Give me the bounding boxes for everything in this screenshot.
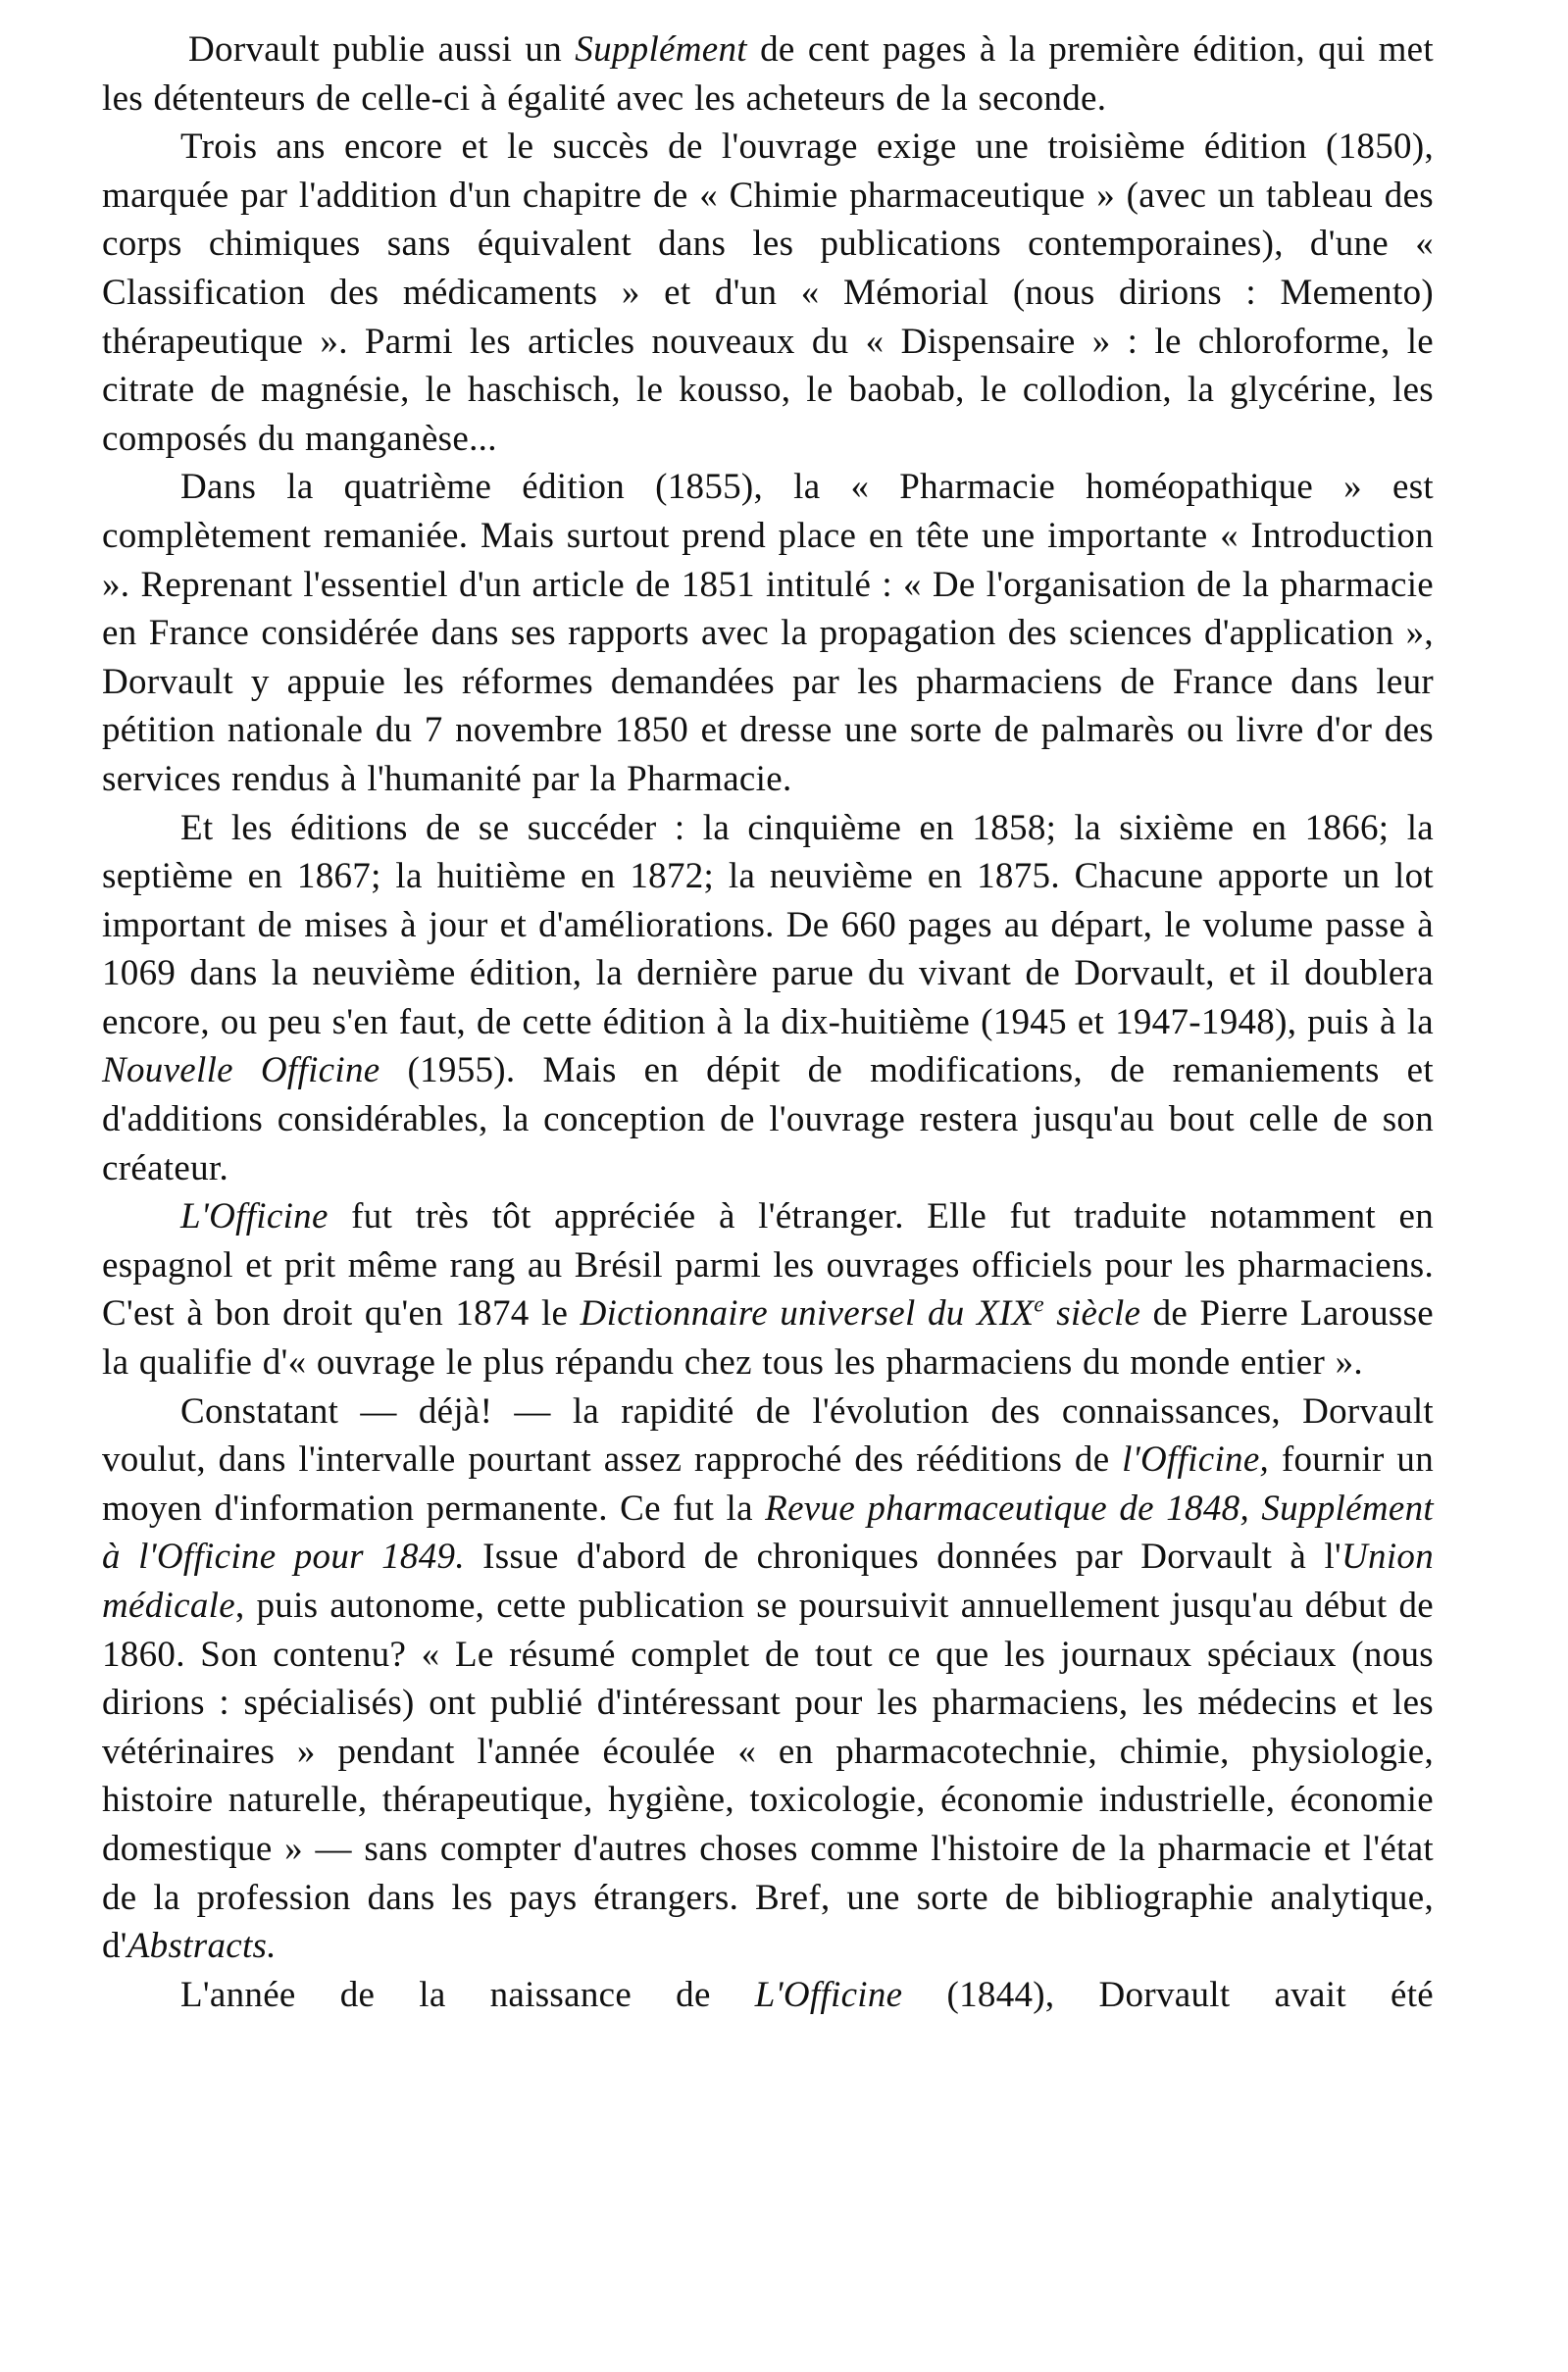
text-run: Trois ans encore et le succès de l'ouvrage exige une troisième édition (1850), marquée par l'addition d'un chapitre de « Chimie pharmaceutique » (avec un tableau des corps chimiques sans équivalent dans les publications contemporaines), d'une « Classification des médicaments » et d'un « Mémorial (nous dirions : Memento) thérapeutique ». Parmi les articles nouveaux du « Dispensaire » : le chloroforme, le citrate de magnésie, le haschisch, le kousso, le baobab, le collodion, la glycérine, les composés du manganèse... bbox=[102, 126, 1434, 459]
paragraph bbox=[102, 1388, 1434, 1971]
paragraph bbox=[102, 463, 1434, 803]
text-run: fournir un moyen d'information permanente. Ce fut la bbox=[102, 1439, 1434, 1529]
italic-text: L'Officine bbox=[754, 1974, 903, 2015]
text-run: Constatant — déjà! — la rapidité de l'évolution des connaissances, Dorvault voulut, dans l'intervalle pourtant assez rapproché des rééditions de bbox=[102, 1390, 1434, 1481]
page-text bbox=[102, 25, 1434, 2019]
italic-text: L'Officine bbox=[180, 1196, 329, 1237]
italic-text: l'Officine, bbox=[1122, 1439, 1270, 1481]
paragraph bbox=[102, 1971, 1434, 2020]
italic-text: Revue pharmaceutique de 1848, Supplément à l'Officine pour 1849. bbox=[102, 1488, 1434, 1578]
paragraph bbox=[102, 1192, 1434, 1387]
text-run: Et les éditions de se succéder : la cinquième en 1858; la sixième en 1866; la septième en 1867; la huitième en 1872; la neuvième en 1875. Chacune apporte un lot important de mises à jour et d'améliorations. De 660 pages au départ, le volume passe à 1069 dans la neuvième édition, la dernière parue du vivant de Dorvault, et il doublera encore, ou peu s'en faut, de cette édition à la dix-huitième (1945 et 1947-1948), puis à la bbox=[102, 807, 1434, 1042]
text-run: (1955). Mais en dépit de modifications, de remaniements et d'additions considérables, la conception de l'ouvrage restera jusqu'au bout celle de son créateur. bbox=[102, 1050, 1434, 1188]
text-run: Issue d'abord de chroniques données par Dorvault à l' bbox=[464, 1537, 1341, 1578]
text-run: (1844), Dorvault avait été bbox=[902, 1974, 1434, 2015]
text-run: L'année de la naissance de bbox=[180, 1974, 755, 2015]
paragraph bbox=[102, 25, 1434, 123]
superscript-text: e bbox=[1034, 1292, 1044, 1318]
italic-text: Dictionnaire universel du XIX bbox=[580, 1293, 1035, 1335]
italic-text: Union médicale bbox=[102, 1537, 1434, 1626]
text-run: Dorvault publie aussi un bbox=[188, 29, 576, 70]
paragraph bbox=[102, 123, 1434, 463]
text-run: fut très tôt appréciée à l'étranger. Elle fut traduite notamment en espagnol et prit même rang au Brésil parmi les ouvrages officiels pour les pharmaciens. C'est à bon droit qu'en 1874 le bbox=[102, 1196, 1434, 1335]
text-run: de cent pages à la première édition, qui met les détenteurs de celle-ci à égalité avec les acheteurs de la seconde. bbox=[102, 29, 1434, 119]
text-run: , puis autonome, cette publication se poursuivit annuellement jusqu'au début de 1860. Son contenu? « Le résumé complet de tout ce que les journaux spéciaux (nous dirions : spécialisés) ont publié d'intéressant pour les pharmaciens, les médecins et les vétérinaires » pendant l'année écoulée « en pharmacotechnie, chimie, physiologie, histoire naturelle, thérapeutique, hygiène, toxicologie, économie industrielle, économie domestique » — sans compter d'autres choses comme l'histoire de la pharmacie et l'état de la profession dans les pays étrangers. Bref, une sorte de bibliographie analytique, d' bbox=[102, 1586, 1434, 1967]
italic-text: Nouvelle Officine bbox=[102, 1050, 380, 1091]
text-run: Dans la quatrième édition (1855), la « Pharmacie homéopathique » est complètement remaniée. Mais surtout prend place en tête une importante « Introduction ». Reprenant l'essentiel d'un article de 1851 intitulé : « De l'organisation de la pharmacie en France considérée dans ses rapports avec la propagation des sciences d'application », Dorvault y appuie les réformes demandées par les pharmaciens de France dans leur pétition nationale du 7 novembre 1850 et dresse une sorte de palmarès ou livre d'or des services rendus à l'humanité par la Pharmacie. bbox=[102, 467, 1434, 799]
text-run: de Pierre Larousse la qualifie d'« ouvrage le plus répandu chez tous les pharmaciens du monde entier ». bbox=[102, 1293, 1434, 1384]
italic-text: Abstracts. bbox=[126, 1926, 277, 1967]
italic-text: siècle bbox=[1043, 1293, 1141, 1335]
italic-text: Supplément bbox=[575, 29, 747, 70]
paragraph bbox=[102, 804, 1434, 1193]
